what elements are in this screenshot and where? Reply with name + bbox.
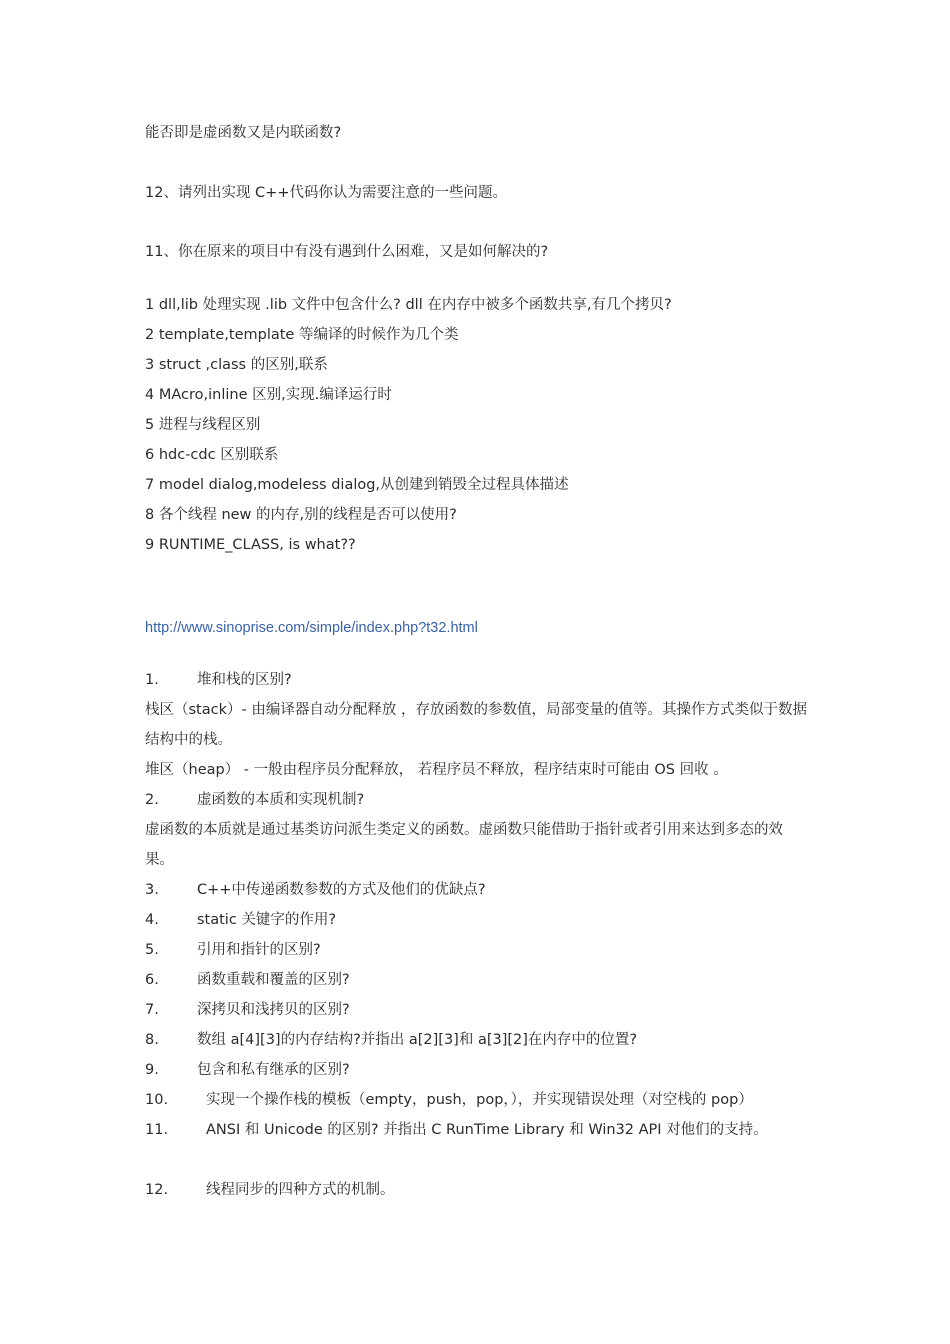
list-item: 4 MAcro,inline 区别,实现.编译运行时 bbox=[145, 387, 392, 403]
question-text: 深拷贝和浅拷贝的区别? bbox=[197, 1002, 350, 1018]
question-text: 虚函数的本质和实现机制? bbox=[197, 792, 365, 808]
document-page bbox=[145, 0, 815, 1344]
question-text: 引用和指针的区别? bbox=[197, 942, 321, 958]
source-link[interactable]: http://www.sinoprise.com/simple/index.php?t32.html bbox=[145, 620, 478, 636]
question-9 bbox=[145, 1060, 350, 1080]
list-item: 2 template,template 等编译的时候作为几个类 bbox=[145, 327, 459, 343]
question-number: 12. bbox=[145, 1182, 169, 1198]
question-11 bbox=[145, 1115, 810, 1145]
question-number: 4. bbox=[145, 912, 159, 928]
list-item: 7 model dialog,modeless dialog,从创建到销毁全过程具体描述 bbox=[145, 477, 569, 493]
question-text: 堆和栈的区别? bbox=[197, 672, 292, 688]
question-number: 7. bbox=[145, 1002, 159, 1018]
question-3 bbox=[145, 880, 486, 900]
question-text: 函数重载和覆盖的区别? bbox=[197, 972, 350, 988]
question-text: 包含和私有继承的区别? bbox=[197, 1062, 350, 1078]
question-1 bbox=[145, 670, 292, 690]
answer-virtual: 虚函数的本质就是通过基类访问派生类定义的函数。虚函数只能借助于指针或者引用来达到多态的效果。 bbox=[145, 822, 783, 868]
question-12 bbox=[145, 1180, 395, 1200]
question-11-project-difficulties: 11、你在原来的项目中有没有遇到什么困难，又是如何解决的? bbox=[145, 244, 549, 260]
question-10 bbox=[145, 1090, 753, 1110]
question-7 bbox=[145, 1000, 350, 1020]
question-number: 2. bbox=[145, 792, 159, 808]
question-text: static 关键字的作用? bbox=[197, 912, 337, 928]
list-item: 1 dll,lib 处理实现 .lib 文件中包含什么? dll 在内存中被多个函数共享,有几个拷贝? bbox=[145, 297, 672, 313]
question-text: 线程同步的四种方式的机制。 bbox=[206, 1182, 395, 1198]
list-item: 6 hdc-cdc 区别联系 bbox=[145, 447, 279, 463]
question-5 bbox=[145, 940, 321, 960]
question-number: 9. bbox=[145, 1062, 159, 1078]
question-6 bbox=[145, 970, 350, 990]
question-12-cpp-issues: 12、请列出实现 C++代码你认为需要注意的一些问题。 bbox=[145, 185, 507, 201]
answer-heap: 堆区（heap） - 一般由程序员分配释放， 若程序员不释放，程序结束时可能由 OS 回收 。 bbox=[145, 762, 728, 778]
question-text: 数组 a[4][3]的内存结构?并指出 a[2][3]和 a[3][2]在内存中的位置? bbox=[197, 1032, 638, 1048]
question-text: ANSI 和 Unicode 的区别? 并指出 C RunTime Library 和 Win32 API 对他们的支持。 bbox=[206, 1122, 768, 1138]
question-virtual-inline: 能否即是虚函数又是内联函数? bbox=[145, 125, 342, 141]
question-number: 5. bbox=[145, 942, 159, 958]
list-item: 9 RUNTIME_CLASS, is what?? bbox=[145, 537, 356, 553]
question-number: 10. bbox=[145, 1092, 169, 1108]
question-8 bbox=[145, 1030, 637, 1050]
question-number: 11. bbox=[145, 1122, 169, 1138]
answer-stack: 栈区（stack）- 由编译器自动分配释放 ，存放函数的参数值，局部变量的值等。其操作方式类似于数据结构中的栈。 bbox=[145, 702, 807, 748]
question-number: 8. bbox=[145, 1032, 159, 1048]
question-text: 实现一个操作栈的模板（empty，push，pop，），并实现错误处理（对空栈的 pop） bbox=[206, 1092, 753, 1108]
question-number: 1. bbox=[145, 672, 159, 688]
question-number: 3. bbox=[145, 882, 159, 898]
list-item: 8 各个线程 new 的内存,别的线程是否可以使用? bbox=[145, 507, 457, 523]
question-number: 6. bbox=[145, 972, 159, 988]
question-2 bbox=[145, 790, 364, 810]
question-4 bbox=[145, 910, 336, 930]
list-item: 5 进程与线程区别 bbox=[145, 417, 261, 433]
list-item: 3 struct ,class 的区别,联系 bbox=[145, 357, 328, 373]
question-text: C++中传递函数参数的方式及他们的优缺点? bbox=[197, 882, 486, 898]
